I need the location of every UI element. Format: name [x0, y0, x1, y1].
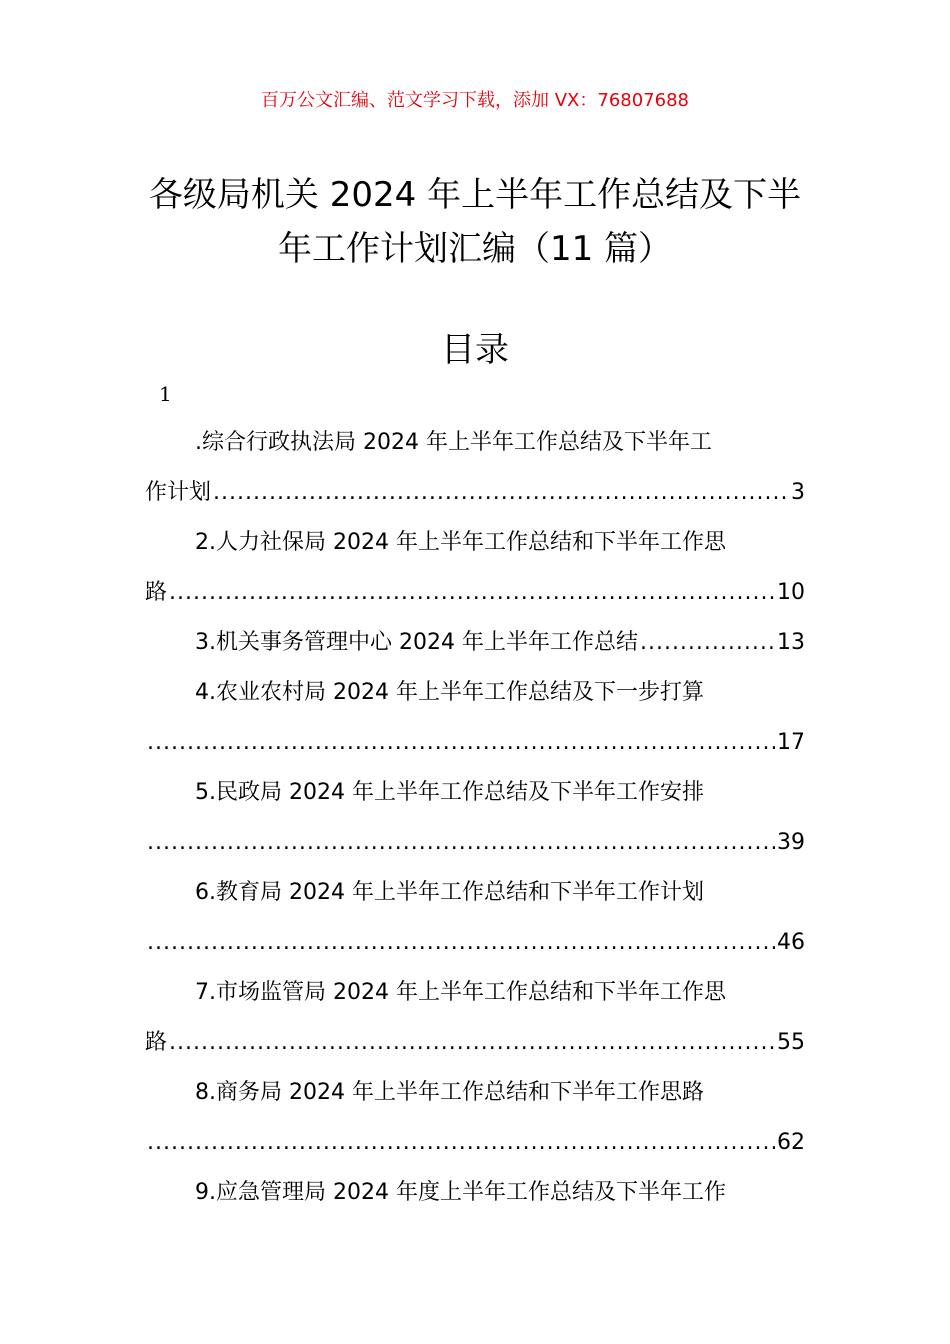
toc-entry-1-title-cont: 作计划: [145, 480, 212, 505]
toc-entry-2-title-cont: 路: [145, 580, 168, 605]
toc-entry-5-page: 39: [777, 830, 805, 855]
dot-leader: [640, 618, 775, 668]
toc-entry-7-title-cont: 路: [145, 1030, 168, 1055]
toc-entry-2-title[interactable]: 2.人力社保局 2024 年上半年工作总结和下半年工作思: [195, 530, 726, 555]
toc-entry-4-title[interactable]: 4.农业农村局 2024 年上半年工作总结及下一步打算: [195, 680, 704, 705]
dot-leader: [147, 718, 775, 768]
toc-entry-1-title[interactable]: .综合行政执法局 2024 年上半年工作总结及下半年工: [195, 430, 712, 455]
toc-entry-3[interactable]: [145, 618, 805, 668]
toc-entry-3-page: 13: [777, 630, 805, 655]
toc-entry-6-page: 46: [777, 930, 805, 955]
toc-entry-2-leader[interactable]: [145, 568, 805, 618]
toc-entry-2-page: 10: [777, 580, 805, 605]
dot-leader: [147, 818, 775, 868]
toc-entry-1-page: 3: [791, 480, 805, 505]
toc-entry-5-title[interactable]: 5.民政局 2024 年上半年工作总结及下半年工作安排: [195, 780, 704, 805]
toc-entry-7-leader[interactable]: [145, 1018, 805, 1068]
toc-entry-8-title[interactable]: 8.商务局 2024 年上半年工作总结和下半年工作思路: [195, 1080, 704, 1105]
toc-entry-3-title: 3.机关事务管理中心 2024 年上半年工作总结: [195, 630, 638, 655]
toc-entry-9-title[interactable]: 9.应急管理局 2024 年度上半年工作总结及下半年工作: [195, 1180, 726, 1205]
page-marker: 1: [159, 382, 172, 406]
dot-leader: [147, 1118, 775, 1168]
toc-entry-7-title[interactable]: 7.市场监管局 2024 年上半年工作总结和下半年工作思: [195, 980, 726, 1005]
title-line-2: 年工作计划汇编（11 篇）: [277, 229, 673, 269]
toc-entry-6-title[interactable]: 6.教育局 2024 年上半年工作总结和下半年工作计划: [195, 880, 704, 905]
dot-leader: [169, 568, 775, 618]
toc-entry-4-page: 17: [777, 730, 805, 755]
title-line-1: 各级局机关 2024 年上半年工作总结及下半: [148, 175, 802, 215]
toc-entry-8-leader[interactable]: [145, 1118, 805, 1168]
dot-leader: [147, 918, 775, 968]
toc-entry-5-leader[interactable]: [145, 818, 805, 868]
toc-entry-6-leader[interactable]: [145, 918, 805, 968]
dot-leader: [169, 1018, 775, 1068]
toc-entry-4-leader[interactable]: [145, 718, 805, 768]
dot-leader: [213, 468, 789, 518]
header-note: 百万公文汇编、范文学习下载，添加 VX：76807688: [261, 90, 689, 111]
toc-heading: 目录: [441, 330, 509, 370]
toc-entry-7-page: 55: [777, 1030, 805, 1055]
toc-entry-8-page: 62: [777, 1130, 805, 1155]
document-title: [100, 168, 850, 276]
toc-entry-1-leader[interactable]: [145, 468, 805, 518]
table-of-contents: [145, 418, 805, 1218]
